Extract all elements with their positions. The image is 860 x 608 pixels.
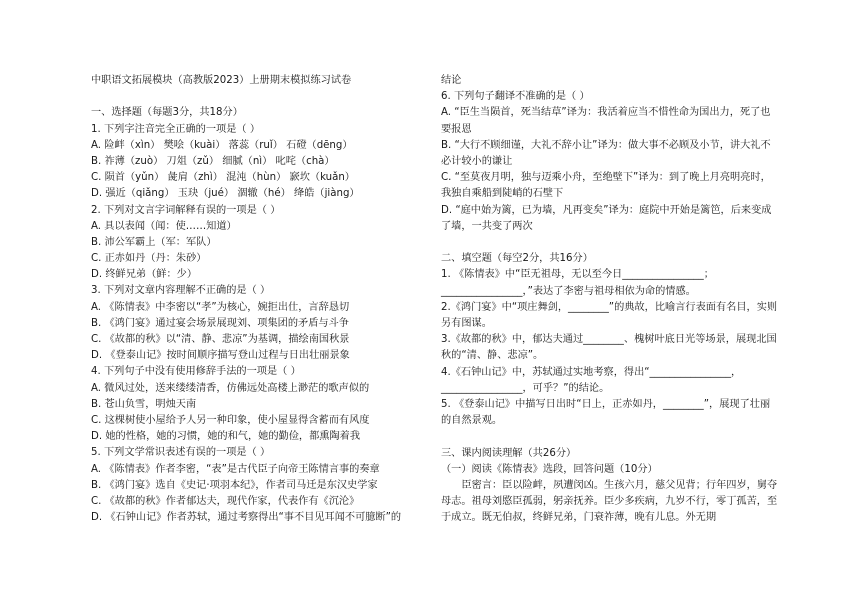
right-column	[441, 73, 778, 527]
question-1-option-d: D. 强近（qiǎng） 玉玦（jué） 涸辙（hé） 绛皓（jiàng）	[91, 188, 360, 200]
question-3-option-c: C. 《故都的秋》以“清、静、悲凉”为基调，描绘南国秋景	[91, 334, 350, 345]
reading-passage: 臣密言：臣以险衅，夙遭闵凶。生孩六月，慈父见背；行年四岁，舅夺母志。祖母刘愍臣孤弱，躬亲抚养。臣少多疾病，九岁不行，零丁孤苦，至于成立。既无伯叔，终鲜兄弟，门衰祚薄，晚有儿息。外无期	[441, 479, 778, 524]
question-1-stem: 1. 下列字注音完全正确的一项是（ ）	[91, 123, 261, 135]
left-column	[91, 73, 426, 526]
question-6-option-b: B. “大行不顾细谨，大礼不辞小让”译为：做大事不必顾及小节，讲大礼不必计较小的谦让	[441, 139, 771, 167]
question-1-option-b: B. 祚薄（zuò） 刀俎（zǔ） 细腻（nì） 叱咤（chà）	[91, 155, 335, 167]
question-6-option-d: D. “庭中始为篱，已为墙，凡再变矣”译为：庭院中开始是篱笆，后来变成了墙，一共变了两次	[441, 204, 772, 232]
question-2-option-c: C. 正赤如丹（丹：朱砂）	[91, 253, 207, 265]
fill-question-4: 4.《石钟山记》中，苏轼通过实地考察，得出“________________，________________，可乎？”的结论。	[441, 366, 742, 394]
question-1-option-a: A. 险衅（xìn） 樊哙（kuài） 落蕊（ruǐ） 石磴（dēng）	[91, 139, 353, 151]
question-5-continuation: 结论	[441, 75, 462, 86]
question-5-option-b: B. 《鸿门宴》选自《史记·项羽本纪》，作者司马迁是东汉史学家	[91, 479, 378, 491]
question-5-option-a: A. 《陈情表》作者李密，“表”是古代臣子向帝王陈情言事的奏章	[91, 463, 380, 475]
question-3-option-a: A. 《陈情表》中李密以“孝”为核心，婉拒出仕，言辞恳切	[91, 301, 350, 313]
question-2-option-a: A. 具以表闻（闻：使……知道）	[91, 220, 237, 232]
question-4-option-c: C. 这棵树使小屋给予人另一种印象，使小屋显得含蓄而有风度	[91, 414, 370, 426]
fill-question-3: 3.《故都的秋》中，郁达夫通过________、槐树叶底日光等场景，展现北国秋的“清、静、悲凉”。	[441, 334, 777, 362]
question-3-option-d: D. 《登泰山记》按时间顺序描写登山过程与日出壮丽景象	[91, 350, 350, 362]
question-4-option-d: D. 她的性格，她的习惯，她的和气，她的勤俭，都熏陶着我	[91, 431, 361, 443]
section-heading-fill: 二、填空题（每空2分，共16分）	[441, 253, 593, 265]
question-6-option-a: A. “臣生当陨首，死当结草”译为：我活着应当不惜性命为国出力，死了也要报恩	[441, 107, 771, 135]
question-2-option-b: B. 沛公军霸上（军：军队）	[91, 236, 217, 248]
section-heading-choice: 一、选择题（每题3分，共18分）	[91, 107, 243, 119]
question-5-stem: 5. 下列文学常识表述有误的一项是（ ）	[91, 447, 271, 459]
question-4-option-b: B. 苍山负雪，明烛天南	[91, 398, 197, 410]
fill-question-2: 2.《鸿门宴》中“项庄舞剑，________”的典故，比喻言行表面有名目，实则另有图谋。	[441, 301, 778, 329]
fill-question-1: 1. 《陈情表》中“臣无祖母，无以至今日________________；________________，”表达了李密与祖母相依为命的情感。	[441, 269, 714, 297]
question-4-stem: 4. 下列句子中没有使用修辞手法的一项是（ ）	[91, 366, 301, 378]
question-2-stem: 2. 下列对文言字词解释有误的一项是（ ）	[91, 204, 281, 216]
page-title: 中职语文拓展模块（高教版2023）上册期末模拟练习试卷	[91, 75, 352, 86]
question-6-option-c: C. “至莫夜月明，独与迈乘小舟，至绝壁下”译为：到了晚上月亮明亮时，我独自乘船到陡峭的石壁下	[441, 172, 771, 200]
question-5-option-c: C. 《故都的秋》作者郁达夫，现代作家，代表作有《沉沦》	[91, 495, 360, 507]
question-3-stem: 3. 下列对文章内容理解不正确的是（ ）	[91, 285, 271, 297]
question-2-option-d: D. 终鲜兄弟（鲜：少）	[91, 269, 198, 281]
question-1-option-c: C. 陨首（yǔn） 彘肩（zhì） 混沌（hùn） 窾坎（kuǎn）	[91, 172, 355, 184]
question-6-stem: 6. 下列句子翻译不准确的是（ ）	[441, 91, 590, 103]
fill-question-5: 5. 《登泰山记》中描写日出时“日上，正赤如丹，________”，展现了壮丽的自然景观。	[441, 399, 771, 427]
question-4-option-a: A. 微风过处，送来缕缕清香，仿佛远处高楼上渺茫的歌声似的	[91, 382, 370, 394]
reading-subtitle: （一）阅读《陈情表》选段，回答问题（10分）	[441, 463, 658, 475]
question-5-option-d: D. 《石钟山记》作者苏轼，通过考察得出“事不目见耳闻不可臆断”的	[91, 512, 402, 524]
question-3-option-b: B. 《鸿门宴》通过宴会场景展现刘、项集团的矛盾与斗争	[91, 317, 349, 329]
section-heading-reading: 三、课内阅读理解（共26分）	[441, 447, 577, 459]
